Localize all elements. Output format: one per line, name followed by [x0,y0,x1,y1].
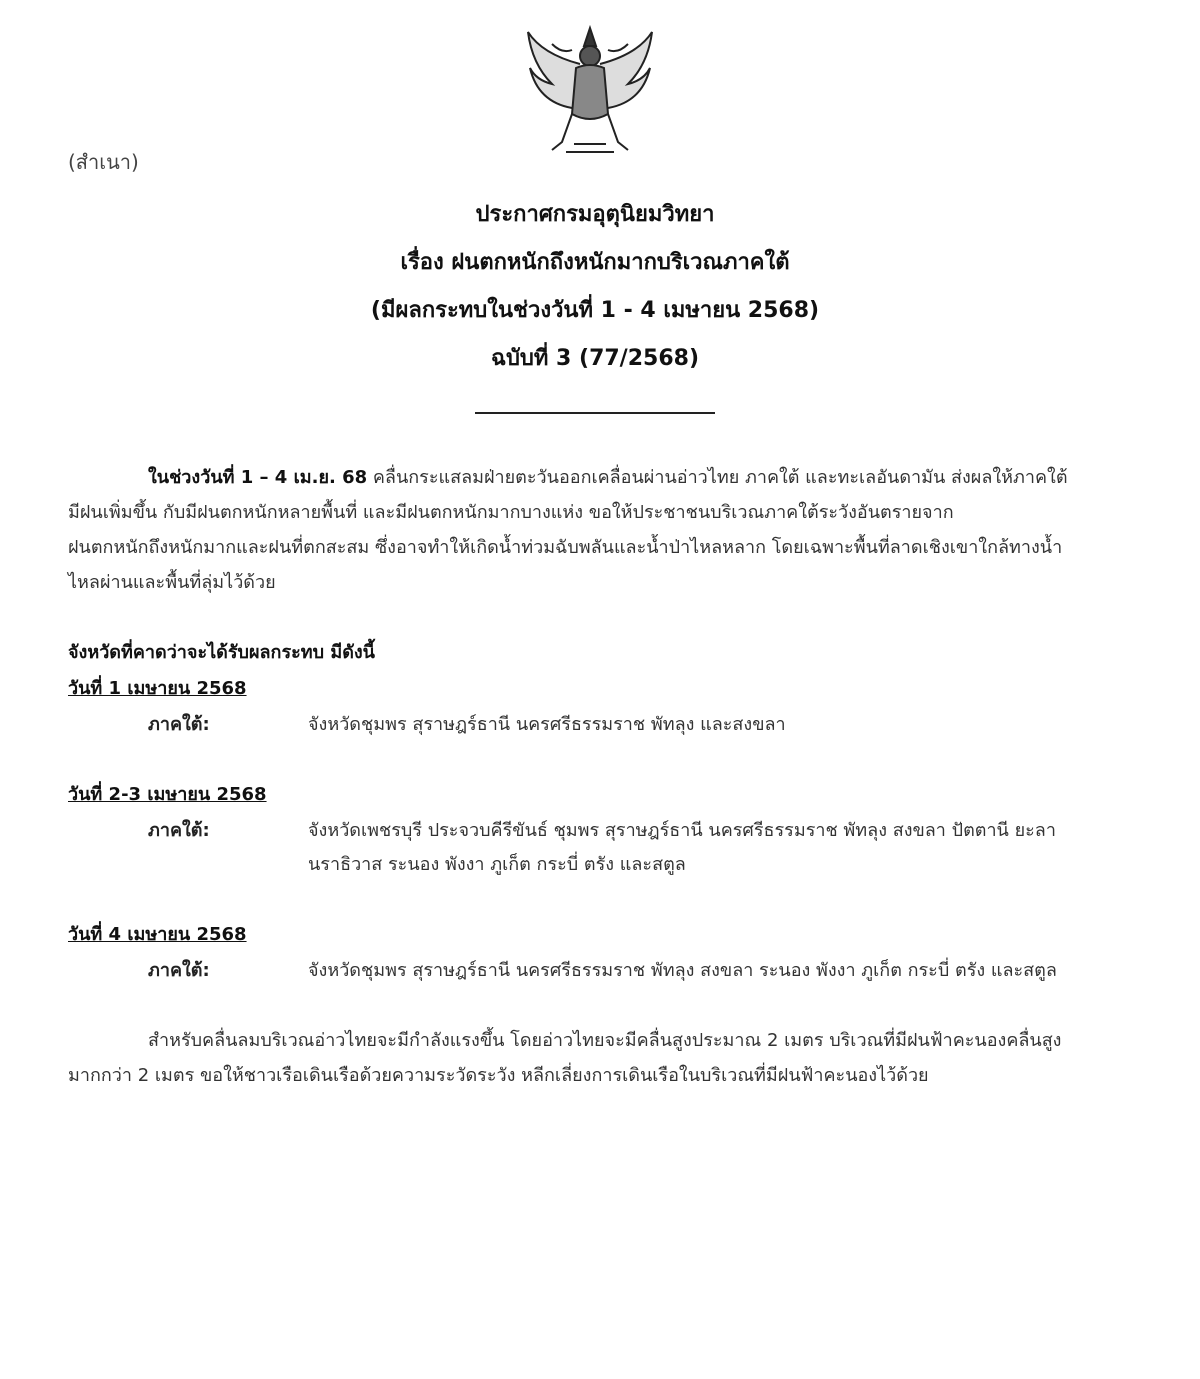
copy-label: (สำเนา) [68,150,139,174]
intro-lead: ในช่วงวันที่ 1 – 4 เม.ย. 68 [148,467,368,488]
day-date: วันที่ 4 เมษายน 2568 [68,924,247,945]
affected-heading: จังหวัดที่คาดว่าจะได้รับผลกระทบ มีดังนี้ [68,642,375,663]
document-title: ประกาศกรมอุตุนิยมวิทยา [475,202,715,227]
document-issue-number: ฉบับที่ 3 (77/2568) [490,346,700,371]
province-list: จังหวัดเพชรบุรี ประจวบคีรีขันธ์ ชุมพร สุราษฎร์ธานี นครศรีธรรมราช พัทลุง สงขลา ปัตตานี ยะลา [308,820,1056,841]
region-label: ภาคใต้: [148,714,210,735]
day-date: วันที่ 1 เมษายน 2568 [68,678,247,699]
garuda-emblem-icon [522,24,658,162]
intro-line: มีฝนเพิ่มขึ้น กับมีฝนตกหนักหลายพื้นที่ และมีฝนตกหนักมากบางแห่ง ขอให้ประชาชนบริเวณภาคใต้ระวังอันตรายจาก [68,502,954,523]
province-list: จังหวัดชุมพร สุราษฎร์ธานี นครศรีธรรมราช พัทลุง และสงขลา [308,714,786,735]
intro-line [148,462,1068,491]
document-period: (มีผลกระทบในช่วงวันที่ 1 - 4 เมษายน 2568) [370,298,820,323]
document-subject: เรื่อง ฝนตกหนักถึงหนักมากบริเวณภาคใต้ [400,250,790,275]
title-divider [475,412,715,414]
intro-text: คลื่นกระแสลมฝ่ายตะวันออกเคลื่อนผ่านอ่าวไทย ภาคใต้ และทะเลอันดามัน ส่งผลให้ภาคใต้ [367,467,1068,488]
intro-line: ฝนตกหนักถึงหนักมากและฝนที่ตกสะสม ซึ่งอาจทำให้เกิดน้ำท่วมฉับพลันและน้ำป่าไหลหลาก โดยเฉพาะพื้นที่ลาดเชิงเขาใกล้ทางน้ำ [68,537,1063,558]
province-list: นราธิวาส ระนอง พังงา ภูเก็ต กระบี่ ตรัง และสตูล [308,854,686,875]
waves-line: สำหรับคลื่นลมบริเวณอ่าวไทยจะมีกำลังแรงขึ้น โดยอ่าวไทยจะมีคลื่นสูงประมาณ 2 เมตร บริเวณที่มีฝนฟ้าคะนองคลื่นสูง [148,1030,1062,1051]
day-date: วันที่ 2-3 เมษายน 2568 [68,784,267,805]
province-list: จังหวัดชุมพร สุราษฎร์ธานี นครศรีธรรมราช พัทลุง สงขลา ระนอง พังงา ภูเก็ต กระบี่ ตรัง และสตูล [308,960,1057,981]
region-label: ภาคใต้: [148,960,210,981]
waves-line: มากกว่า 2 เมตร ขอให้ชาวเรือเดินเรือด้วยความระวัดระวัง หลีกเลี่ยงการเดินเรือในบริเวณที่มีฝนฟ้าคะนองไว้ด้วย [68,1065,929,1086]
region-label: ภาคใต้: [148,820,210,841]
intro-line: ไหลผ่านและพื้นที่ลุ่มไว้ด้วย [68,572,276,593]
